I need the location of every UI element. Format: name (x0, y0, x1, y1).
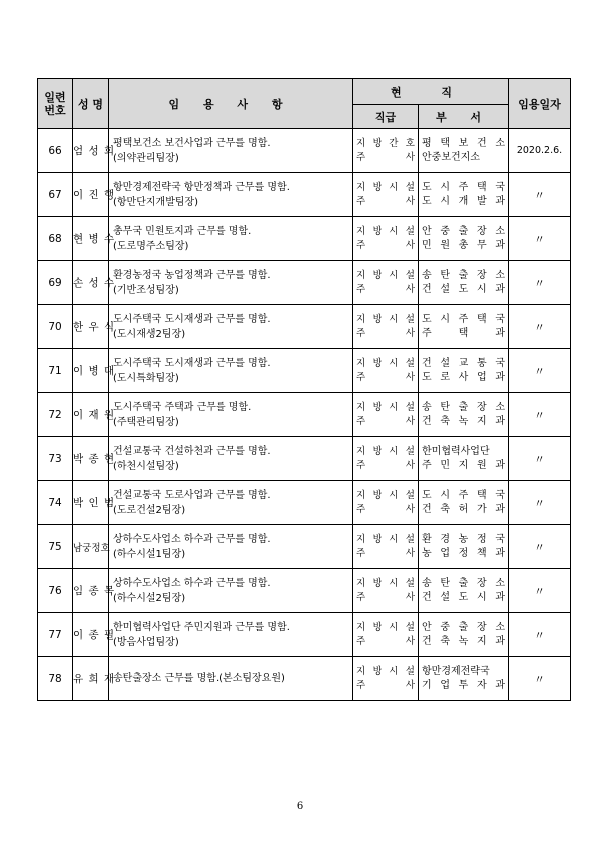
grade-line: 지 방 시 설 (356, 489, 415, 501)
department-line: 송 탄 출 장 소 (422, 269, 505, 281)
appointment-line: 건설교통국 건설하천과 근무를 명함. (113, 445, 271, 457)
header-serial-line1: 일련 (44, 90, 66, 104)
department-cell (419, 393, 509, 437)
grade-line: 지 방 시 설 (356, 621, 415, 633)
appointment-line: 송탄출장소 근무를 명함.(본소팀장요원) (113, 673, 285, 684)
department-line: 송 탄 출 장 소 (422, 401, 505, 413)
table-row (38, 657, 571, 701)
grade-line: 주 사 (356, 459, 415, 471)
grade-line: 주 사 (356, 283, 415, 295)
appointment-line: 환경농정국 농업정책과 근무를 명함. (113, 269, 271, 281)
department-line: 안 중 출 장 소 (422, 225, 505, 237)
serial-number-cell: 67 (38, 173, 73, 217)
appointment-line: (도시특화팀장) (113, 372, 179, 384)
grade-line: 주 사 (356, 239, 415, 251)
date-cell: 〃 (509, 305, 571, 349)
table-row (38, 261, 571, 305)
grade-line: 주 사 (356, 195, 415, 207)
appointment-line: (도시재생2팀장) (113, 328, 186, 340)
grade-cell (353, 481, 419, 525)
table-row (38, 217, 571, 261)
department-line: 한미협력사업단 (422, 445, 490, 457)
department-line: 도 시 주 택 국 (422, 181, 505, 193)
name-cell: 박 종 현 (73, 437, 109, 481)
appointment-cell (109, 569, 353, 613)
grade-line: 주 사 (356, 591, 415, 603)
date-cell: 〃 (509, 481, 571, 525)
header-dept-text: 부 서 (435, 110, 492, 124)
department-line: 건 축 허 가 과 (422, 503, 505, 515)
appointment-line: 도시주택국 도시재생과 근무를 명함. (113, 313, 271, 325)
grade-cell (353, 129, 419, 173)
department-cell (419, 261, 509, 305)
page-number: 6 (296, 801, 304, 812)
name-cell: 손 성 수 (73, 261, 109, 305)
appointment-line: 상하수도사업소 하수과 근무를 명함. (113, 533, 271, 545)
header-serial-line2: 번호 (44, 103, 66, 117)
serial-number-cell: 69 (38, 261, 73, 305)
grade-line: 주 사 (356, 547, 415, 559)
grade-cell (353, 261, 419, 305)
name-cell: 남궁정호 (73, 525, 109, 569)
table-row (38, 481, 571, 525)
table-row (38, 305, 571, 349)
serial-number-cell: 72 (38, 393, 73, 437)
appointment-line: 한미협력사업단 주민지원과 근무를 명함. (113, 621, 290, 633)
grade-cell (353, 437, 419, 481)
department-line: 건 설 도 시 과 (422, 591, 505, 603)
department-cell (419, 305, 509, 349)
date-cell: 〃 (509, 437, 571, 481)
department-line: 평 택 보 건 소 (422, 137, 505, 149)
header-grade: 직급 (353, 105, 419, 129)
appointment-line: (하천시설팀장) (113, 460, 179, 472)
grade-line: 지 방 시 설 (356, 181, 415, 193)
grade-line: 지 방 시 설 (356, 225, 415, 237)
department-line: 항만경제전략국 (422, 665, 490, 677)
name-cell: 이 병 대 (73, 349, 109, 393)
serial-number-cell: 70 (38, 305, 73, 349)
appointment-line: 도시주택국 도시재생과 근무를 명함. (113, 357, 271, 369)
department-cell (419, 349, 509, 393)
name-cell: 이 재 원 (73, 393, 109, 437)
grade-line: 주 사 (356, 635, 415, 647)
appointment-cell (109, 173, 353, 217)
appointment-cell (109, 393, 353, 437)
grade-line: 주 사 (356, 503, 415, 515)
appointment-cell (109, 349, 353, 393)
department-line: 민 원 총 무 과 (422, 239, 505, 251)
department-line: 건 설 교 통 국 (422, 357, 505, 369)
department-cell (419, 481, 509, 525)
grade-cell (353, 657, 419, 701)
appointment-cell (109, 217, 353, 261)
department-line: 도 시 주 택 국 (422, 313, 505, 325)
department-line: 기 업 투 자 과 (422, 679, 505, 691)
appointment-line: (방음사업팀장) (113, 636, 179, 648)
date-cell: 〃 (509, 525, 571, 569)
header-date: 임용일자 (509, 79, 571, 129)
appointment-cell (109, 261, 353, 305)
name-cell: 유 희 재 (73, 657, 109, 701)
department-cell (419, 129, 509, 173)
serial-number-cell: 66 (38, 129, 73, 173)
serial-number-cell: 76 (38, 569, 73, 613)
date-cell: 〃 (509, 349, 571, 393)
name-cell: 엄 성 희 (73, 129, 109, 173)
appointment-line: 총무국 민원토지과 근무를 명함. (113, 225, 252, 237)
appointment-cell (109, 481, 353, 525)
grade-line: 주 사 (356, 371, 415, 383)
appointment-line: (도로명주소팀장) (113, 240, 189, 252)
grade-line: 지 방 시 설 (356, 401, 415, 413)
grade-line: 지 방 시 설 (356, 577, 415, 589)
grade-line: 지 방 시 설 (356, 313, 415, 325)
date-cell: 〃 (509, 569, 571, 613)
header-appointment-text: 임 용 사 항 (168, 97, 293, 111)
table-row (38, 437, 571, 481)
grade-line: 지 방 간 호 (356, 137, 415, 149)
department-line: 건 축 녹 지 과 (422, 415, 505, 427)
name-cell: 박 인 범 (73, 481, 109, 525)
grade-cell (353, 217, 419, 261)
date-cell: 〃 (509, 657, 571, 701)
date-cell: 〃 (509, 173, 571, 217)
department-cell (419, 217, 509, 261)
name-cell: 이 종 필 (73, 613, 109, 657)
grade-line: 지 방 시 설 (356, 665, 415, 677)
serial-number-cell: 77 (38, 613, 73, 657)
header-dept (419, 105, 509, 129)
table-row (38, 393, 571, 437)
appointment-line: 건설교통국 도로사업과 근무를 명함. (113, 489, 271, 501)
appointment-line: 상하수도사업소 하수과 근무를 명함. (113, 577, 271, 589)
table-row (38, 129, 571, 173)
department-cell (419, 613, 509, 657)
serial-number-cell: 68 (38, 217, 73, 261)
date-cell: 〃 (509, 393, 571, 437)
appointment-line: 항만경제전략국 항만정책과 근무를 명함. (113, 181, 290, 193)
appointment-line: 평택보건소 보건사업과 근무를 명함. (113, 137, 271, 149)
appointment-cell (109, 657, 353, 701)
appointment-line: (하수시설1팀장) (113, 548, 186, 560)
grade-line: 지 방 시 설 (356, 445, 415, 457)
department-line: 건 설 도 시 과 (422, 283, 505, 295)
serial-number-cell: 71 (38, 349, 73, 393)
grade-cell (353, 569, 419, 613)
date-cell: 2020.2.6. (509, 129, 571, 173)
table-row (38, 173, 571, 217)
header-current-text: 현 직 (390, 85, 471, 99)
department-line: 안중보건지소 (422, 151, 480, 163)
appointment-table (37, 78, 571, 701)
serial-number-cell: 74 (38, 481, 73, 525)
appointment-cell (109, 613, 353, 657)
table-row (38, 613, 571, 657)
department-line: 도 로 사 업 과 (422, 371, 505, 383)
table-row (38, 569, 571, 613)
table-body (38, 129, 571, 701)
grade-cell (353, 525, 419, 569)
header-appointment (109, 79, 353, 129)
grade-cell (353, 305, 419, 349)
appointment-line: 도시주택국 주택과 근무를 명함. (113, 401, 252, 413)
serial-number-cell: 75 (38, 525, 73, 569)
department-line: 안 중 출 장 소 (422, 621, 505, 633)
grade-line: 주 사 (356, 151, 415, 163)
department-line: 도 시 개 발 과 (422, 195, 505, 207)
department-line: 건 축 녹 지 과 (422, 635, 505, 647)
grade-line: 주 사 (356, 415, 415, 427)
department-cell (419, 437, 509, 481)
grade-cell (353, 349, 419, 393)
department-line: 주 택 과 (422, 327, 505, 339)
appointment-cell (109, 525, 353, 569)
grade-line: 주 사 (356, 327, 415, 339)
grade-cell (353, 613, 419, 657)
appointment-cell (109, 129, 353, 173)
grade-cell (353, 173, 419, 217)
appointment-line: (의약관리팀장) (113, 152, 179, 164)
department-cell (419, 657, 509, 701)
date-cell: 〃 (509, 217, 571, 261)
grade-line: 지 방 시 설 (356, 269, 415, 281)
appointment-line: (기반조성팀장) (113, 284, 179, 296)
grade-line: 지 방 시 설 (356, 533, 415, 545)
grade-line: 주 사 (356, 679, 415, 691)
appointment-line: (하수시설2팀장) (113, 592, 186, 604)
serial-number-cell: 78 (38, 657, 73, 701)
appointment-cell (109, 437, 353, 481)
table-row (38, 525, 571, 569)
appointment-cell (109, 305, 353, 349)
department-line: 환 경 농 정 국 (422, 533, 505, 545)
grade-line: 지 방 시 설 (356, 357, 415, 369)
grade-cell (353, 393, 419, 437)
appointment-line: (주택관리팀장) (113, 416, 179, 428)
name-cell: 임 종 목 (73, 569, 109, 613)
table-row (38, 349, 571, 393)
name-cell: 한 우 식 (73, 305, 109, 349)
department-line: 송 탄 출 장 소 (422, 577, 505, 589)
appointment-line: (도로건설2팀장) (113, 504, 186, 516)
serial-number-cell: 73 (38, 437, 73, 481)
department-cell (419, 525, 509, 569)
header-serial-number (38, 79, 73, 129)
department-cell (419, 173, 509, 217)
department-line: 농 업 정 책 과 (422, 547, 505, 559)
department-line: 주 민 지 원 과 (422, 459, 505, 471)
date-cell: 〃 (509, 261, 571, 305)
name-cell: 이 진 행 (73, 173, 109, 217)
header-current-position (353, 79, 509, 105)
department-line: 도 시 주 택 국 (422, 489, 505, 501)
name-cell: 현 병 수 (73, 217, 109, 261)
department-cell (419, 569, 509, 613)
header-name: 성 명 (73, 79, 109, 129)
date-cell: 〃 (509, 613, 571, 657)
appointment-line: (항만단지개발팀장) (113, 196, 199, 208)
